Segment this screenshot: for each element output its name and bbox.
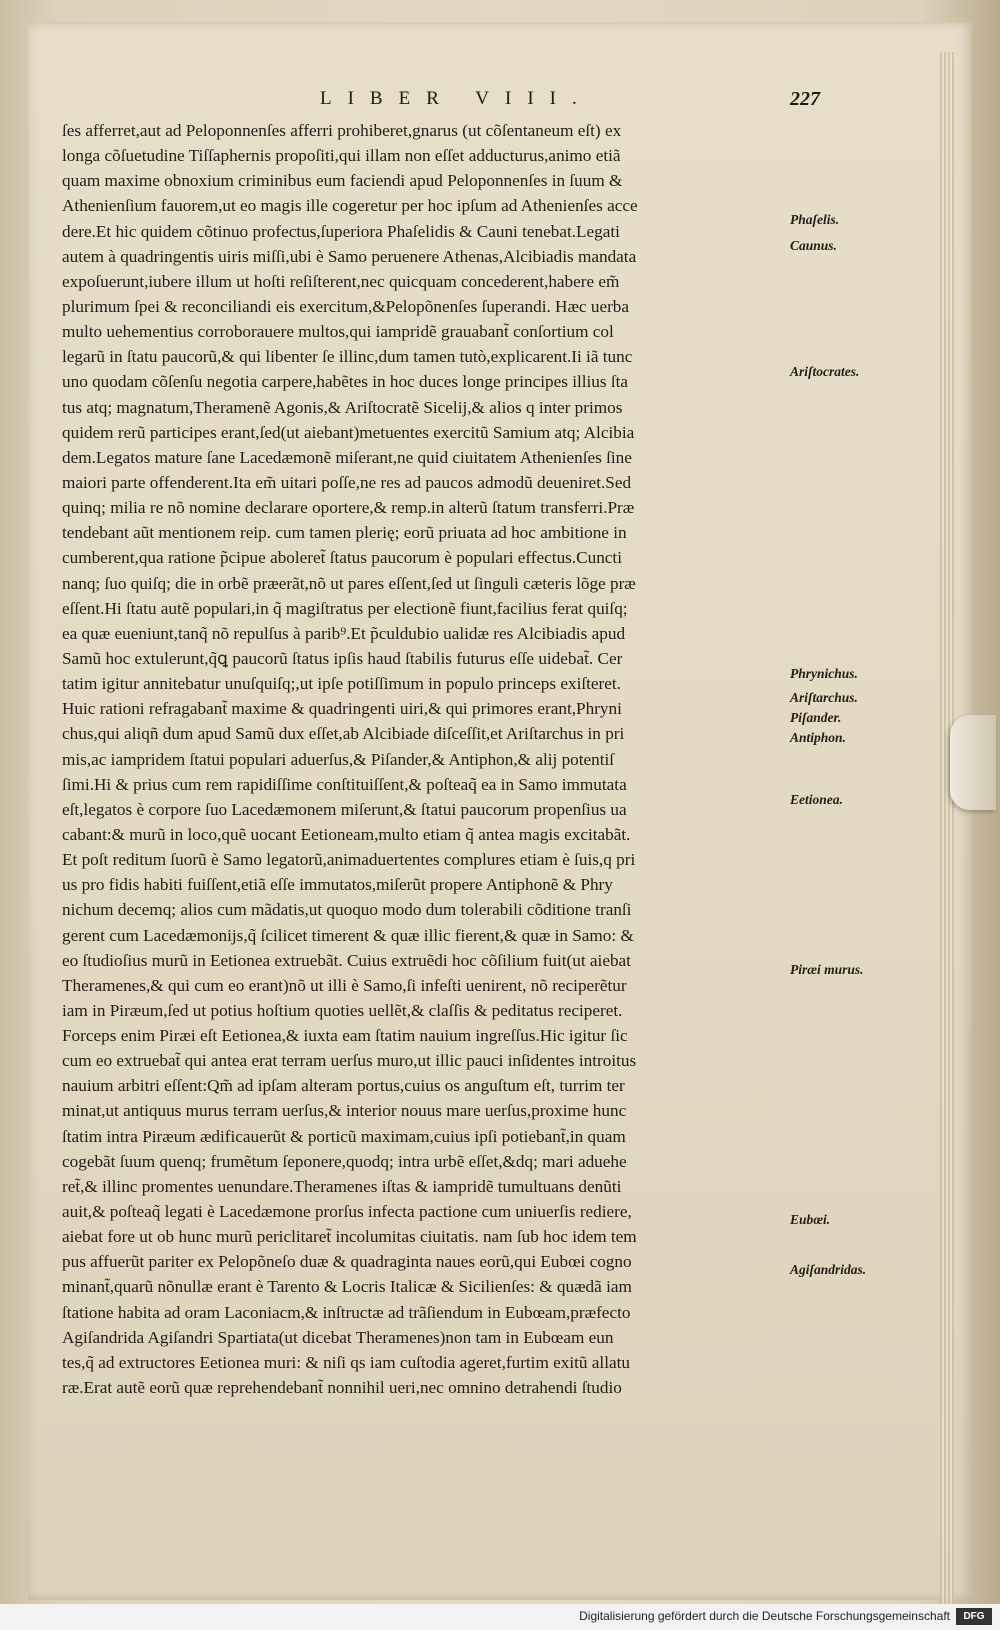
text-line: gerent cum Lacedæmonijs,q̃ ſcilicet timerent & quæ illic fierent,& quæ in Samo: & [62,925,634,945]
margin-note-euboei: Eubœi. [790,1212,831,1227]
text-line: dere.Et hic quidem cõtinuo profectus,ſuperiora Phaſelidis & Cauni tenebat.Legati [62,221,620,241]
text-line: uno quodam cõſenſu negotia carpere,habẽtes in hoc duces longe principes illius ſta [62,372,629,392]
footer-credit: Digitalisierung gefördert durch die Deutsche Forschungsgemeinschaft [579,1609,950,1623]
text-line: tus atq; magnatum,Theramenẽ Agonis,& Ariſtocratẽ Sicelij,& alios q inter primos [62,397,623,417]
text-line: Theramenes,& qui cum eo erant)nõ ut illi è Samo,ſi infeſti uenirent, nõ reciperẽtur [62,975,627,995]
text-line: ſtatim intra Piræum ædificauerũt & porticũ maximam,cuius ipſi potiebant̃,in quam [62,1126,626,1146]
page-clip [950,715,996,810]
text-line: eſt,legatos è corpore ſuo Lacedæmonem miſerunt,& ſtatui paucorum propenſius ua [62,799,627,819]
text-line: multo uehementius corroborauere multos,qui iampridẽ grauabant̃ conſortium col [62,322,614,342]
dfg-logo: DFG [956,1608,992,1625]
text-line: dem.Legatos mature ſane Lacedæmonẽ miſerant,ne quid ciuitatem Athenienſes ſine [62,447,632,467]
margin-note-phaselis: Phaſelis. [790,212,840,227]
text-line: autem à quadringentis uiris miſſi,ubi è Samo peruenere Athenas,Alcibiadis mandata [62,246,637,266]
text-line: ret̃,& illinc promentes uenundare.Theramenes iſtas & iampridẽ tumultuans denũti [62,1176,622,1196]
text-line: quinq; milia re nõ nomine declarare oportere,& remp.in alterũ ſtatum transferri.Præ [62,498,635,518]
text-line: iam in Piræum,ſed ut potius hoſtium quoties uellẽt,& claſſis & peditatus reciperet. [62,1000,623,1020]
text-line: nichum decemq; alios cum mãdatis,ut quoquo modo dum tolerabili cõditione tranſi [62,900,632,920]
page-edge [940,52,954,1612]
text-line: Forceps enim Piræi eſt Eetionea,& iuxta eam ſtatim nauium ingreſſus.Hic igitur ſic [62,1026,628,1046]
text-line: tatim igitur annitebatur unuſquiſq;,ut ipſe potiſſimum in populo princeps exiſteret. [62,674,621,694]
text-line: chus,qui aliqñ dum apud Samũ dux eſſet,ab Alcibiade diſceſſit,et Ariſtarchus in pri [62,724,625,744]
text-line: Huic rationi refragabant̃ maxime & quadringenti uiri,& qui primores erant,Phryni [62,699,622,719]
margin-note-antiphon: Antiphon. [790,730,846,745]
text-line: aiebat fore ut ob hunc murũ periclitaret̃ incolumitas ciuitatis. nam ſub hoc idem tem [62,1227,637,1247]
text-line: Athenienſium fauorem,ut eo magis ille cogeretur per hoc ipſum ad Athenienſes acce [62,196,638,216]
text-line: tes,q̃ ad extructores Eetionea muri: & niſi qs iam cuſtodia ageret,furtim exitũ allatu [62,1352,630,1372]
margin-note-pisander: Piſander. [790,710,842,725]
text-line: Samũ hoc extulerunt,q̃ꝗ paucorũ ſtatus ipſis haud ſtabilis futurus eſſe uidebat̃. Cer [62,648,623,668]
text-line: cabant:& murũ in loco,quẽ uocant Eetioneam,multo etiam q̃ antea magis excitabãt. [62,824,631,844]
text-line: cogebãt ſuum quenq; frumẽtum ſeponere,quodq; intra urbẽ eſſet,&dq; mari aduehe [62,1151,627,1171]
text-line: ſes afferret,aut ad Peloponnenſes afferri prohiberet,gnarus (ut cõſentaneum eſt) ex [62,121,622,140]
text-line: ea quæ eueniunt,tanq̃ nõ repulſus à parib⁹.Et p̃culdubio ualidæ res Alcibiadis apud [62,623,626,643]
text-line: mis,ac iampridem ſtatui populari aduerſus,& Piſander,& Antiphon,& alij potentiſ [62,749,615,769]
text-line: nauium arbitri eſſent:Qm̃ ad ipſam alteram portus,cuius os anguſtum eſt, turrim ter [62,1076,625,1096]
text-line: plurimum ſpei & reconciliandi eis exercitum,&Pelopõnenſes ſuperandi. Hæc uerba [62,296,630,316]
text-line: nanq; ſuo quiſq; die in orbẽ præerãt,nõ ut pares eſſent,ſed ut ſinguli cæteris lõge præ [62,573,636,593]
text-line: eſſent.Hi ſtatu autẽ populari,in q̃ magiſtratus per electionẽ fiunt,facilius ferat quiſq; [62,598,628,618]
text-line: ſimi.Hi & prius cum rem rapidiſſime conſtituiſſent,& poſteaq̃ ea in Samo immutata [62,774,627,794]
text-line: maiori parte offenderent.Ita em̃ uitari poſſe,ne res ad paucos admodũ deueniret.Sed [62,472,632,492]
margin-note-piraei-murus: Piræi murus. [790,962,864,977]
footer-bar [0,1604,1000,1630]
margin-note-caunus: Caunus. [790,238,837,253]
text-line: quam maxime obnoxium criminibus eum faciendi apud Peloponnenſes in ſuum & [62,171,623,191]
text-line: eo ſtudioſius murũ in Eetionea extruebãt. Cuius extruẽdi hoc cõſilium fuit(ut aiebat [62,950,631,970]
text-line: quidem rerũ participes erant,ſed(ut aiebant)metuentes exercitũ Samium atq; Alcibia [62,422,635,442]
text-line: us pro fidis habiti fuiſſent,etiã eſſe immutatos,miſerũt propere Antiphonẽ & Phry [62,875,613,895]
text-line: Et poſt reditum ſuorũ è Samo legatorũ,animaduertentes complures etiam è ſuis,q pri [62,850,636,870]
text-line: ræ.Erat autẽ eorũ quæ reprehendebant̃ nonnihil ueri,nec omnino detrahendi ſtudio [62,1378,622,1398]
margin-note-agisandridas: Agiſandridas. [790,1262,867,1277]
text-line: ſtatione habita ad oram Laconiacm,& inſtructæ ad trãſiendum in Eubœam,præfecto [62,1302,631,1322]
text-line: minant̃,quarũ nõnullæ erant è Tarento & Locris Italicæ & Sicilienſes: & quædã iam [62,1277,632,1297]
text-line: Agiſandrida Agiſandri Spartiata(ut dicebat Theramenes)non tam in Eubœam eun [62,1327,614,1347]
text-line: pus affuerũt pariter ex Pelopõneſo duæ & quadraginta naues eorũ,qui Eubœi cogno [62,1252,632,1272]
margin-note-aristarchus: Ariſtarchus. [790,690,858,705]
margin-note-phrynichus: Phrynichus. [790,666,858,681]
main-text-block [62,118,774,1400]
page-number: 227 [790,88,820,110]
text-line: expoſuerunt,iubere illum ut hoſti reſiſterent,nec quicquam concederent,habere em̃ [62,271,620,291]
text-line: cumberent,qua ratione p̃cipue aboleret̃ ſtatus paucorum è populari effectus.Cuncti [62,548,622,568]
text-line: longa cõſuetudine Tiſſaphernis propoſiti,qui illam non eſſet adducturus,animo etiã [62,146,621,166]
margin-note-aristocrates: Ariſtocrates. [790,364,860,379]
text-line: cum eo extruebat̃ qui antea erat terram uerſus muro,ut illic pauci inſidentes introitus [62,1051,637,1071]
margin-note-eetionea: Eetionea. [790,792,843,807]
text-line: tendebant aũt mentionem reip. cum tamen plerię; eorũ priuata ad hoc ambitione in [62,523,627,543]
text-line: auit,& poſteaq̃ legati è Lacedæmone prorſus infecta pactione cum uniuerſis rediere, [62,1202,632,1222]
running-head: LIBER VIII. [320,88,593,109]
text-line: legarũ in ſtatu paucorũ,& qui libenter ſe illinc,dum tamen tutò,explicarent.Ii iã tunc [62,347,633,367]
text-line: minat,ut antiquus murus terram uerſus,& interior nouus mare uerſus,proxime hunc [62,1101,627,1121]
